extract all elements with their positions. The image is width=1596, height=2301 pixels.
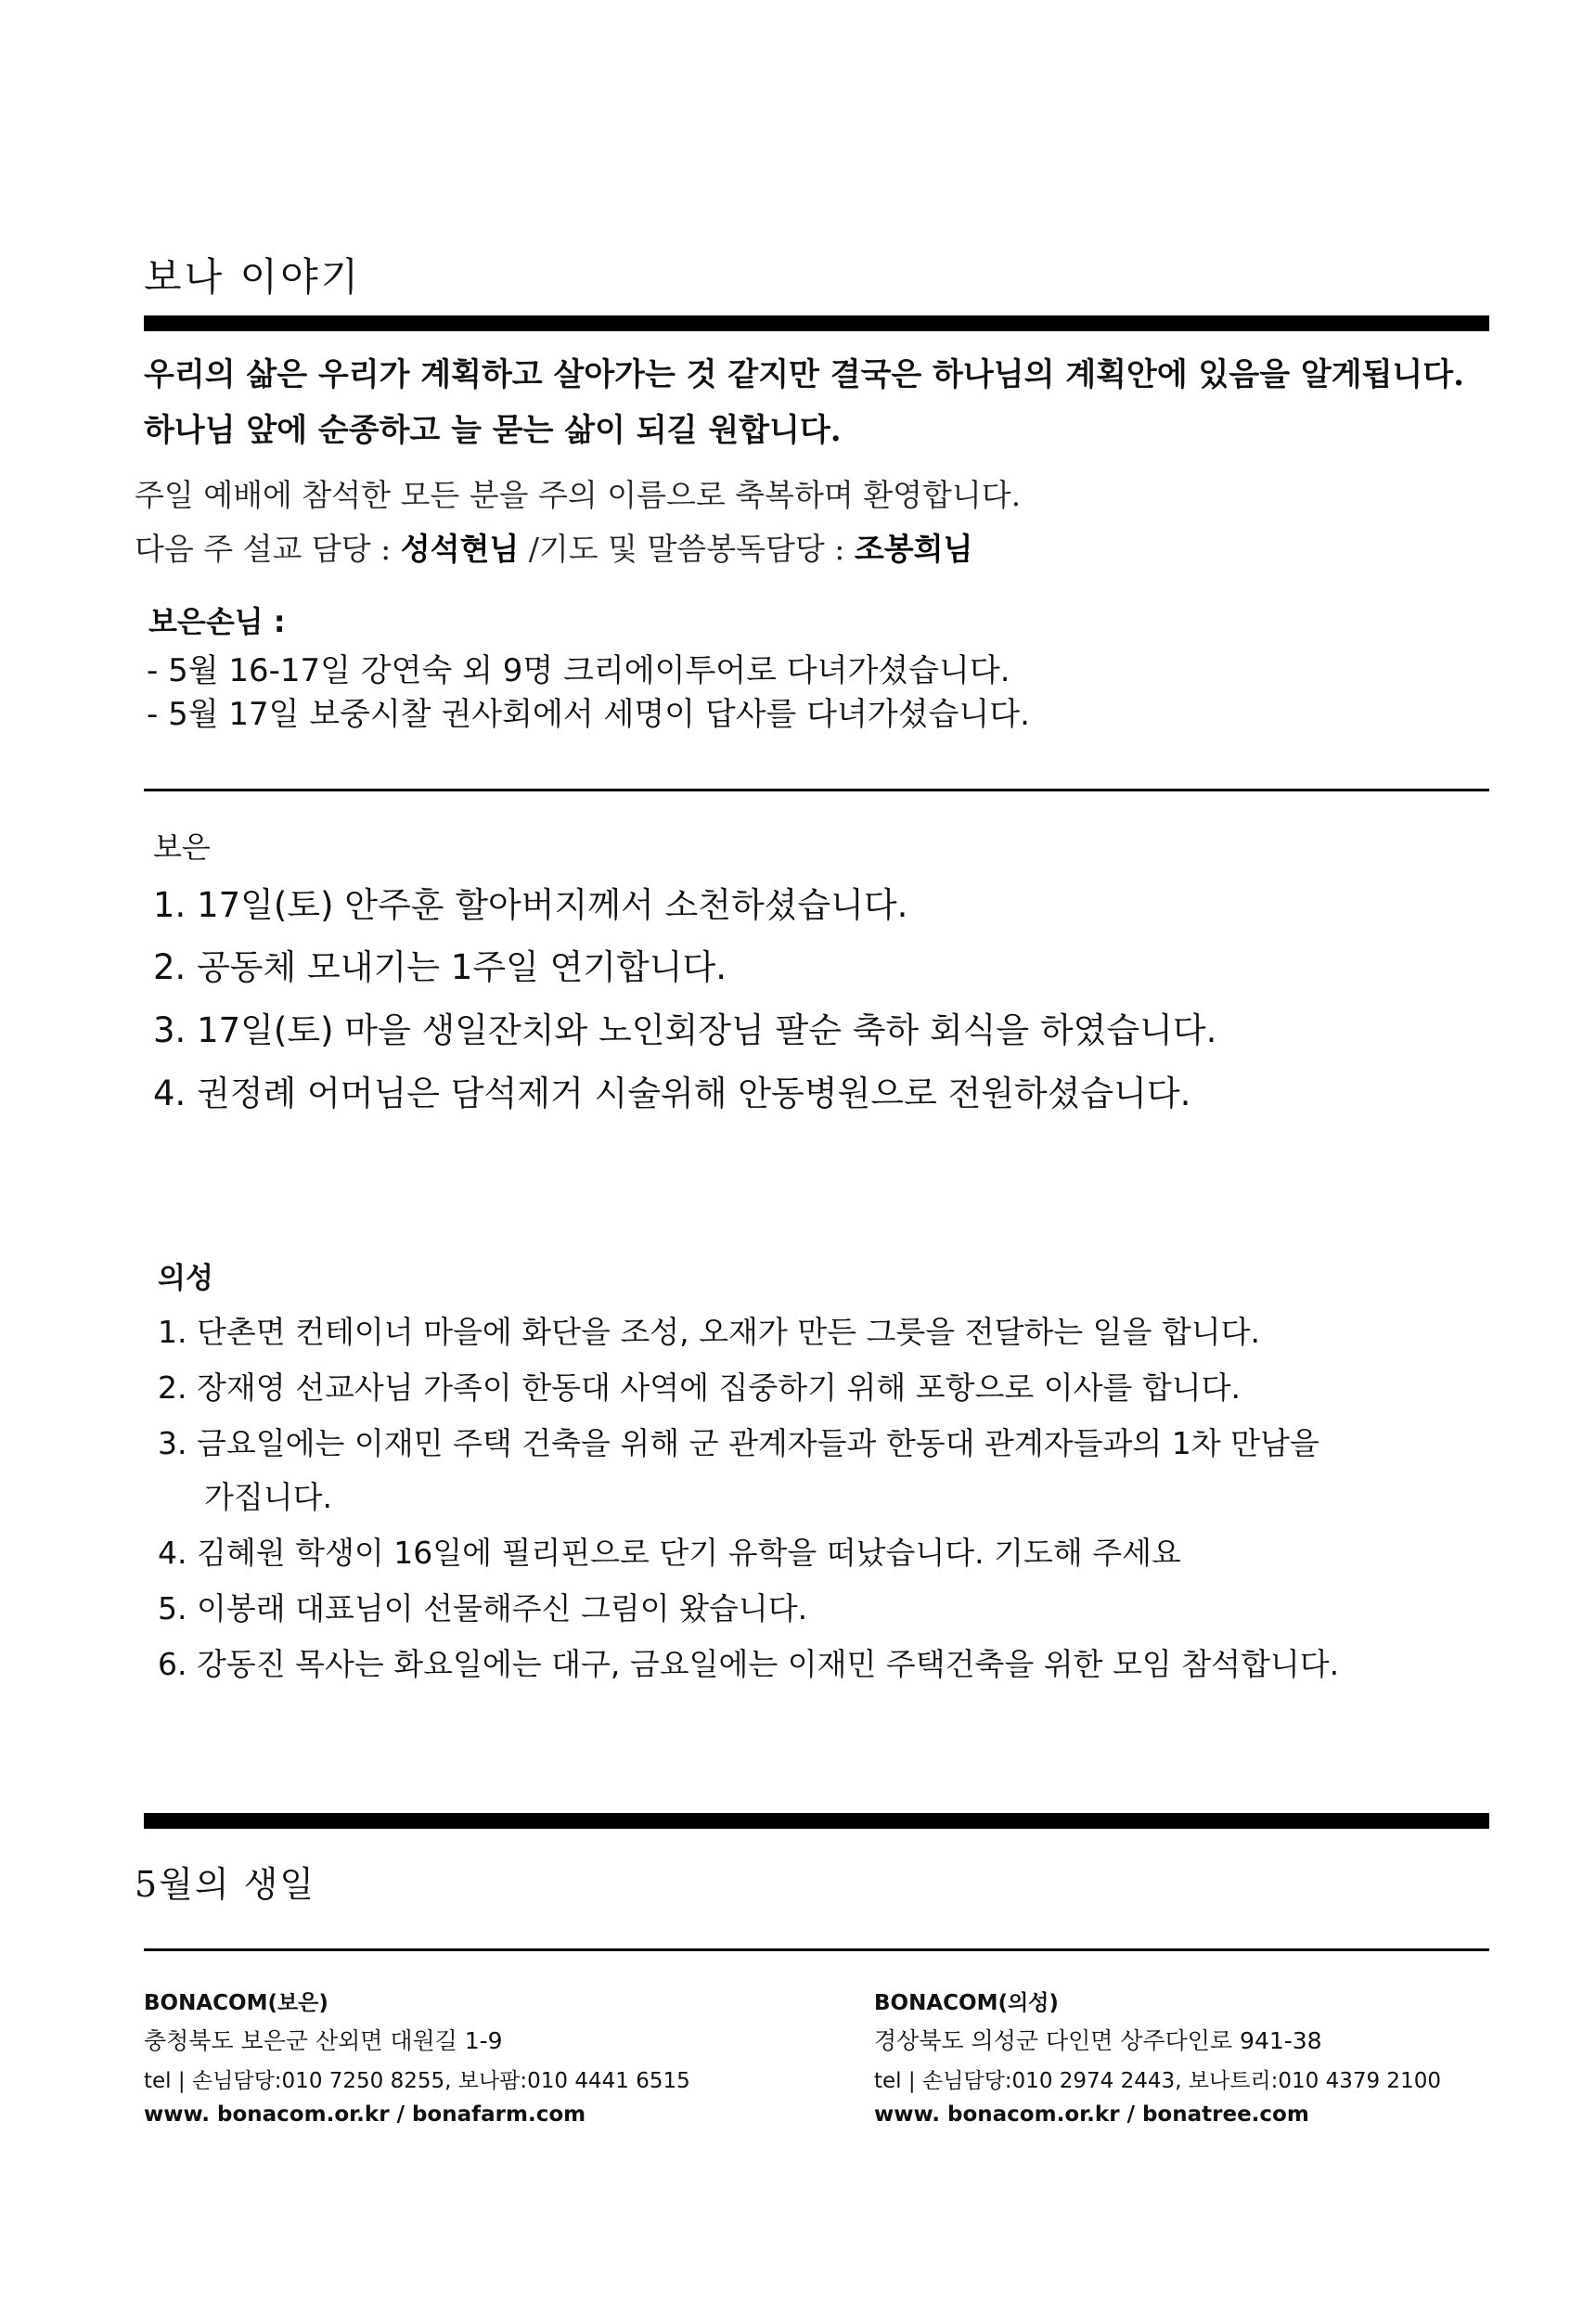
uiseong-news-item: 6. 강동진 목사는 화요일에는 대구, 금요일에는 이재민 주택건축을 위한 모임 참석합니다. [158, 1646, 1340, 1682]
footer-left-web[interactable]: www. bonacom.or.kr / bonafarm.com [144, 2102, 586, 2127]
section-divider-thick [144, 315, 1489, 331]
guest-item: - 5월 17일 보중시찰 권사회에서 세명이 답사를 다녀가셨습니다. [147, 696, 1030, 733]
footer-left-tel: tel | 손님담당:010 7250 8255, 보나팜:010 4441 6515 [144, 2069, 690, 2093]
footer-divider [144, 1948, 1489, 1951]
footer-left-address: 충청북도 보은군 산외면 대원길 1-9 [144, 2027, 503, 2054]
welcome-text: 주일 예배에 참석한 모든 분을 주의 이름으로 축복하며 환영합니다. [135, 477, 1022, 513]
section-divider-thin [144, 789, 1489, 791]
uiseong-news-item: 4. 김혜원 학생이 16일에 필리핀으로 단기 유학을 떠났습니다. 기도해 주세요 [158, 1535, 1181, 1571]
footer-right-tel: tel | 손님담당:010 2974 2443, 보나트리:010 4379 2100 [874, 2069, 1441, 2093]
page-title: 보나 이야기 [144, 254, 362, 300]
next-week-roles [135, 525, 972, 569]
boeun-news-item: 4. 권정례 어머님은 담석제거 시술위해 안동병원으로 전원하셨습니다. [153, 1073, 1191, 1113]
boeun-heading: 보은 [153, 829, 211, 865]
footer-right-name: BONACOM(의성) [874, 1991, 1059, 2015]
intro-line-2: 하나님 앞에 순종하고 늘 묻는 삶이 되길 원합니다. [144, 412, 842, 449]
next-week-prayer-label: 기도 및 말씀봉독담당 : [538, 531, 845, 567]
uiseong-heading: 의성 [158, 1262, 213, 1295]
intro-line-1: 우리의 삶은 우리가 계획하고 살아가는 것 같지만 결국은 하나님의 계획안에 있음을 알게됩니다. [144, 356, 1464, 393]
next-week-separator: / [528, 531, 539, 567]
birthday-heading: 5월의 생일 [135, 1864, 316, 1905]
boeun-news-item: 1. 17일(토) 안주훈 할아버지께서 소천하셨습니다. [153, 885, 908, 925]
section-divider-thick [144, 1813, 1489, 1829]
footer-left-name: BONACOM(보은) [144, 1991, 328, 2015]
footer-right-address: 경상북도 의성군 다인면 상주다인로 941-38 [874, 2027, 1322, 2054]
guest-item: - 5월 16-17일 강연숙 외 9명 크리에이투어로 다녀가셨습니다. [147, 652, 1010, 689]
next-week-preacher: 성석현님 [400, 531, 520, 567]
next-week-preacher-label: 다음 주 설교 담당 : [135, 531, 392, 567]
boeun-news-item: 2. 공동체 모내기는 1주일 연기합니다. [153, 947, 727, 987]
uiseong-news-item: 1. 단촌면 컨테이너 마을에 화단을 조성, 오재가 만든 그릇을 전달하는 일을 합니다. [158, 1314, 1260, 1350]
next-week-prayer: 조봉희님 [854, 531, 973, 567]
boeun-news-item: 3. 17일(토) 마을 생일잔치와 노인회장님 팔순 축하 회식을 하였습니다. [153, 1010, 1217, 1050]
uiseong-news-item: 2. 장재영 선교사님 가족이 한동대 사역에 집중하기 위해 포항으로 이사를 합니다. [158, 1369, 1241, 1406]
uiseong-news-item: 5. 이봉래 대표님이 선물해주신 그림이 왔습니다. [158, 1590, 808, 1626]
uiseong-news-item: 3. 금요일에는 이재민 주택 건축을 위해 군 관계자들과 한동대 관계자들과의 1차 만남을 [158, 1425, 1319, 1461]
uiseong-news-item-continued: 가집니다. [204, 1479, 333, 1515]
guests-heading: 보은손님 : [148, 604, 286, 639]
footer-right-web[interactable]: www. bonacom.or.kr / bonatree.com [874, 2102, 1309, 2127]
